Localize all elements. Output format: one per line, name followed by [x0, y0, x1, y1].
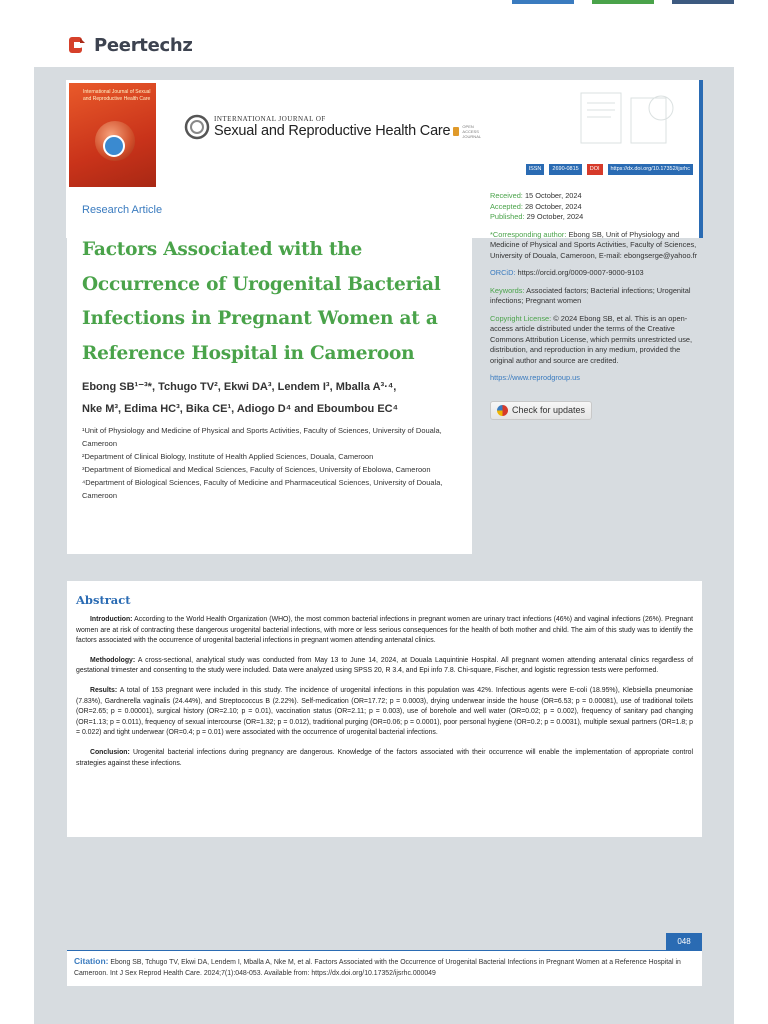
- corresponding-text: Ebong SB, Unit of Physiology and Medicine of Physical and Sports Activities, Faculty of Sciences, University of Douala, Cameroon, E-mail: ebongserge@yahoo.fr: [490, 229, 698, 260]
- published-label: Published:: [490, 212, 525, 221]
- affiliation-item: ¹Unit of Physiology and Medicine of Physical and Sports Activities, Faculty of Sciences, University of Douala, Cameroon: [82, 426, 442, 448]
- check-for-updates-label: Check for updates: [512, 404, 586, 415]
- copyright-text: © 2024 Ebong SB, et al. This is an open-access article distributed under the terms of the Creative Commons Attribution License, which permits unrestricted use, distribution, and reproduction in any medium, provided the original author and source are credited.: [490, 313, 693, 365]
- author-line: Ebong SB¹⁻³*, Tchugo TV², Ekwi DA³, Lendem I³, Mballa A³·⁴,: [82, 381, 397, 393]
- orcid-block: [490, 268, 702, 279]
- keywords-text: Associated factors; Bacterial infections; Urogenital infections; Pregnant women: [490, 285, 691, 305]
- journal-small-title: INTERNATIONAL JOURNAL OF: [214, 115, 326, 123]
- banner-decoration-icon: [561, 88, 691, 158]
- abstract-results: [76, 686, 693, 739]
- open-access-icon: [453, 127, 459, 136]
- received-label: Received:: [490, 191, 523, 200]
- corresponding-author-block: [490, 230, 702, 262]
- top-tabs: [512, 0, 734, 4]
- abstract-methodology: [76, 656, 693, 677]
- journal-oa-label: OPEN ACCESS JOURNAL: [462, 123, 482, 139]
- keywords-block: [490, 286, 702, 307]
- results-label: Results:: [90, 686, 118, 694]
- abstract-conclusion: [76, 748, 693, 769]
- orcid-label: ORCiD:: [490, 268, 516, 277]
- abstract-introduction: [76, 615, 693, 647]
- affiliation-list: [82, 424, 457, 502]
- brand-name: Peertechz: [94, 34, 193, 56]
- author-list: [82, 376, 457, 420]
- published-date: 29 October, 2024: [526, 212, 584, 221]
- check-for-updates-button[interactable]: [490, 401, 592, 420]
- author-line: Nke M³, Edima HC³, Bika CE¹, Adiogo D⁴ and Eboumbou EC⁴: [82, 403, 399, 415]
- intro-text: According to the World Health Organization (WHO), the most common bacterial infections in pregnant women are urinary tract infections (46%) and vaginal infections (26%). Pregnant women are at risk of contracting these dangerous urogenital bacterial infections, with more or less serious consequences for the health of both mother and child. The aim of this study was to identify the factors associated with the occurrence of urogenital bacterial infections in pregnant women attending antenatal clinics.: [76, 616, 693, 645]
- cover-bubble-icon: [103, 135, 125, 157]
- conclusion-text: Urogenital bacterial infections during pregnancy are dangerous. Knowledge of the factors associated with their occurrence will enable the implementation of appropriate control strategies against these infections.: [76, 748, 694, 767]
- brand-logo[interactable]: [66, 34, 193, 56]
- issn-doi-bar: [526, 164, 693, 175]
- method-text: A cross-sectional, analytical study was conducted from May 13 to June 14, 2024, at Douala Laquintinie Hospital. All pregnant women attending antenatal clinics regardless of gestational trimester and consenting to the study were included. Data were analyzed using SPSS 20, R 3.4, and Epi info 7.8. Chi-square, Fischer, and logistic regression tests were performed.: [76, 656, 693, 675]
- website-link[interactable]: https://www.reprodgroup.us: [490, 373, 580, 382]
- issn-value: 2690-0815: [549, 164, 581, 175]
- keywords-label: Keywords:: [490, 285, 525, 295]
- issn-label: ISSN: [526, 164, 545, 175]
- article-title: Factors Associated with the Occurrence of Urogenital Bacterial Infections in Pregnant Women at a Reference Hospital in Cameroon: [82, 239, 441, 364]
- doi-link[interactable]: https://dx.doi.org/10.17352/ijsrhc: [608, 164, 694, 175]
- corresponding-label: *Corresponding author:: [490, 229, 567, 239]
- peertechz-logo-icon: [66, 34, 88, 56]
- article-page: [34, 67, 734, 1024]
- method-label: Methodology:: [90, 656, 136, 664]
- affiliation-item: ²Department of Clinical Biology, Institute of Health Applied Sciences, Douala, Cameroon: [82, 452, 374, 461]
- citation-label: Citation:: [74, 956, 109, 966]
- abstract-heading: Abstract: [76, 593, 131, 607]
- citation-text: Ebong SB, Tchugo TV, Ekwi DA, Lendem I, Mballa A, Nke M, et al. Factors Associated with the Occurrence of Urogenital Bacterial Infections in Pregnant Women at a Reference Hospital in Cameroon. Int J Sex Reprod Health Care. 2024;7(1):048-053. Available from: https://dx.doi.org/10.17352/ijsrhc.000049: [74, 959, 681, 977]
- abstract-section: [67, 581, 702, 837]
- copyright-label: Copyright License:: [490, 313, 552, 323]
- accepted-label: Accepted:: [490, 201, 523, 211]
- affiliation-item: ⁴Department of Biological Sciences, Faculty of Medicine and Pharmaceutical Sciences, University of Douala, Cameroon: [82, 478, 443, 500]
- journal-title-block: [184, 114, 488, 140]
- dates-block: [490, 191, 702, 223]
- cover-title: International Journal of Sexual and Reproductive Health Care: [83, 89, 151, 102]
- received-date: 15 October, 2024: [524, 191, 582, 200]
- article-header-card: [67, 187, 472, 554]
- orcid-link[interactable]: https://orcid.org/0009-0007-9000-9103: [517, 268, 644, 277]
- top-tab-navy[interactable]: [672, 0, 734, 4]
- crossmark-icon: [497, 405, 508, 416]
- results-text: A total of 153 pregnant were included in this study. The incidence of urogenital infections in this population was 42%. Infectious agents were E-coli (18.95%), Klebsiella pneumoniae (7.83%), Gardnerella vaginalis (24.44%), and Streptococcus B (2.22%). Self-medication (OR=17.72; p = 0.0003), drying underwear inside the house (OR=6.53; p = 0.00081), use of traditional toilets (OR=2.65; p = 0.00001), surgical history (OR=2.10; p = 0.01), vaccination status (OR=2.11; p = 0.003), use of borehole and well water (OR=0.02; p = 0.002), frequency of sanitary pad changing (OR=1.13; p = 0.011), frequency of sexual intercourse (OR=1.32; p = 0.012), traditional purging (OR=0.06; p = 0.0001), poor personal hygiene (OR=0.2; p = 0.0031), multiple sexual partners (OR=1.8; p = 0.022) and tight underwear (OR=0.4; p = 0.01) were associated with the occurrence of urogenital bacterial infections.: [76, 686, 693, 737]
- article-info-sidebar: [490, 191, 702, 420]
- doi-label: DOI: [587, 164, 603, 175]
- conclusion-label: Conclusion:: [90, 748, 130, 756]
- intro-label: Introduction:: [90, 616, 133, 623]
- top-tab-blue[interactable]: [512, 0, 574, 4]
- article-type: Research Article: [82, 204, 163, 216]
- journal-main-title: Sexual and Reproductive Health Care: [214, 123, 451, 139]
- journal-logo-icon: [184, 114, 210, 140]
- affiliation-item: ³Department of Biomedical and Medical Sciences, Faculty of Sciences, University of Ebolowa, Cameroon: [82, 465, 431, 474]
- citation-box: [67, 950, 702, 986]
- top-tab-green[interactable]: [592, 0, 654, 4]
- copyright-block: [490, 314, 702, 367]
- page-number: 048: [666, 933, 702, 950]
- accepted-date: 28 October, 2024: [524, 201, 582, 211]
